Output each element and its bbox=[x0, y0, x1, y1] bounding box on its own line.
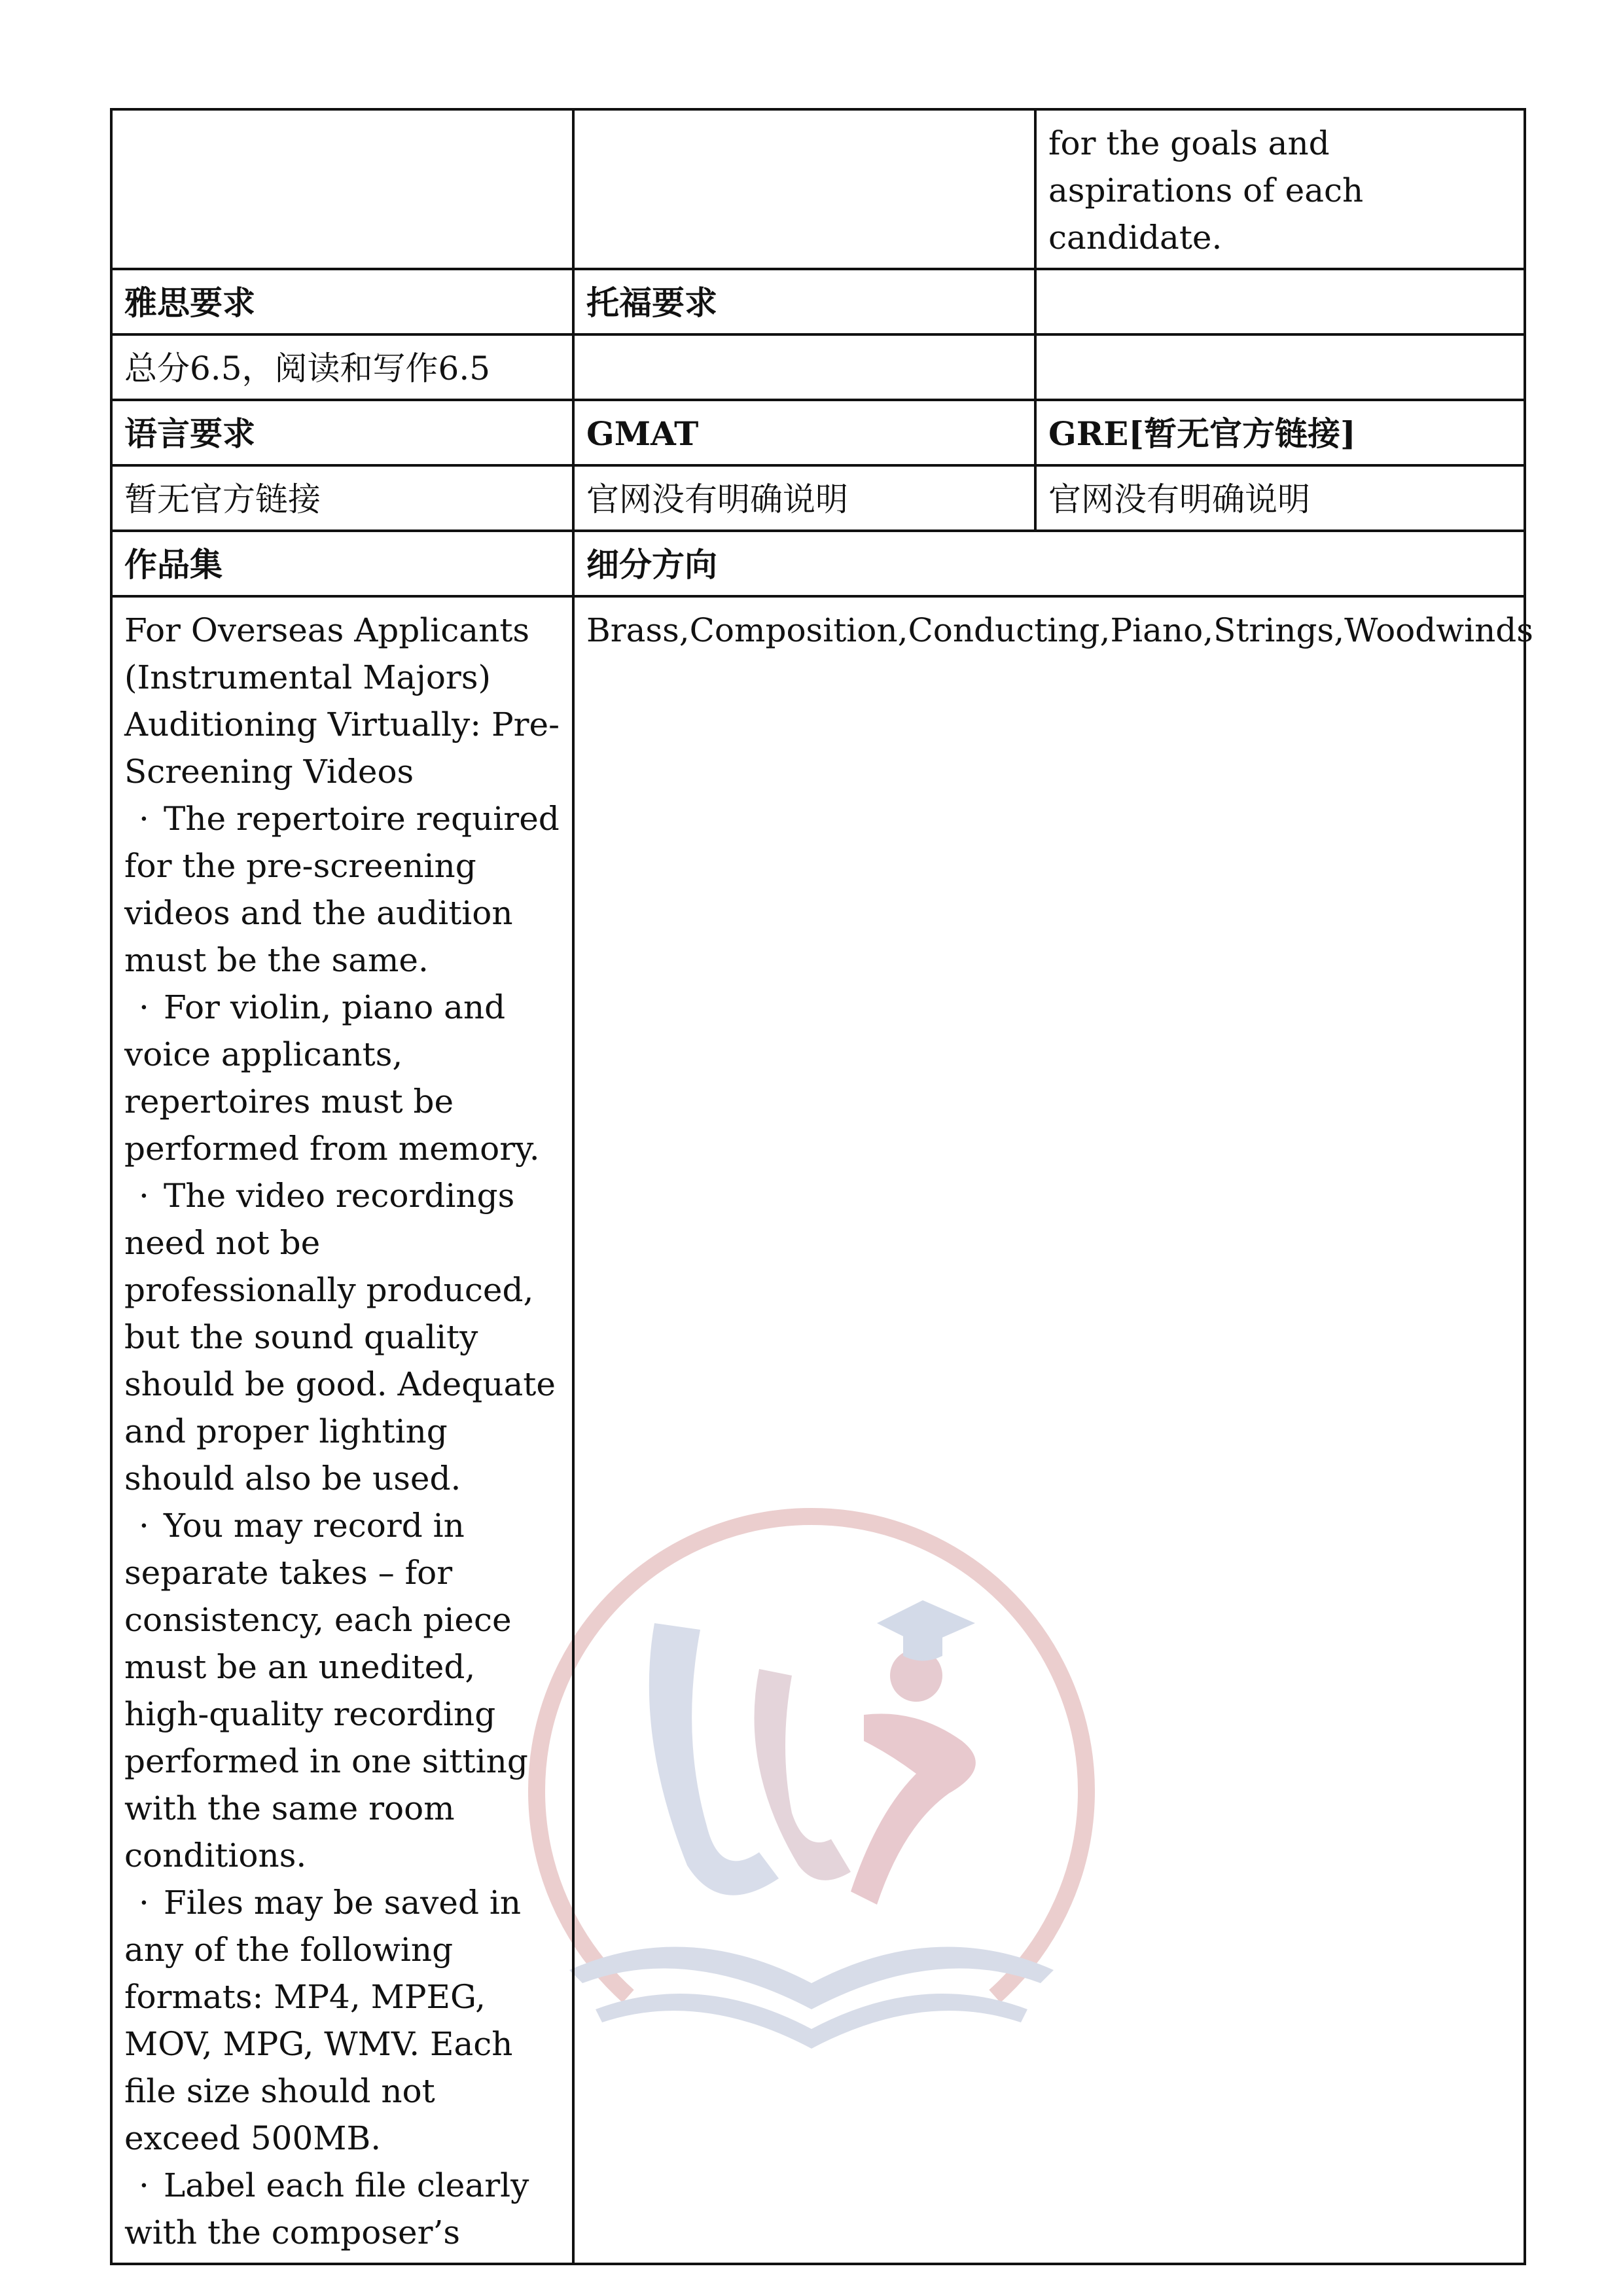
bullet-dot: · bbox=[139, 1507, 149, 1545]
portfolio-bullet bbox=[124, 2162, 560, 2256]
portfolio-bullet bbox=[124, 1172, 560, 1502]
table-row bbox=[111, 596, 1525, 2264]
portfolio-intro: For Overseas Applicants (Instrumental Majors) Auditioning Virtually: Pre-Screening Videos bbox=[124, 611, 560, 791]
table-row bbox=[111, 334, 1525, 400]
bullet-dot: · bbox=[139, 1177, 149, 1215]
portfolio-bullet bbox=[124, 1502, 560, 1879]
portfolio-bullet bbox=[124, 1879, 560, 2162]
empty-cell bbox=[573, 109, 1035, 269]
bullet-dot: · bbox=[139, 2166, 149, 2204]
goals-text: for the goals and aspirations of each candidate. bbox=[1035, 109, 1525, 269]
bullet-text: You may record in separate takes – for consistency, each piece must be an unedited, high-quality recording performed in one sitting with the same room conditions. bbox=[124, 1507, 528, 1874]
ielts-header: 雅思要求 bbox=[111, 269, 573, 334]
language-value: 暂无官方链接 bbox=[111, 465, 573, 531]
portfolio-header: 作品集 bbox=[111, 531, 573, 596]
empty-cell bbox=[1035, 334, 1525, 400]
portfolio-bullet-list bbox=[124, 795, 560, 2256]
bullet-text: Label each file clearly with the composer’s bbox=[124, 2166, 529, 2251]
table-row bbox=[111, 531, 1525, 596]
toefl-header: 托福要求 bbox=[573, 269, 1035, 334]
table-row bbox=[111, 269, 1525, 334]
gmat-header: GMAT bbox=[573, 400, 1035, 465]
gmat-value: 官网没有明确说明 bbox=[573, 465, 1035, 531]
portfolio-cell bbox=[111, 596, 573, 2264]
table-row bbox=[111, 109, 1525, 269]
empty-cell bbox=[573, 334, 1035, 400]
bullet-dot: · bbox=[139, 1884, 149, 1922]
empty-cell bbox=[111, 109, 573, 269]
ielts-value: 总分6.5，阅读和写作6.5 bbox=[111, 334, 573, 400]
direction-value: Brass,Composition,Conducting,Piano,Strings,Woodwinds bbox=[573, 596, 1525, 2264]
direction-header: 细分方向 bbox=[573, 531, 1525, 596]
gre-header: GRE[暂无官方链接] bbox=[1035, 400, 1525, 465]
table-row bbox=[111, 465, 1525, 531]
portfolio-bullet bbox=[124, 984, 560, 1172]
bullet-text: The repertoire required for the pre-screening videos and the audition must be the same. bbox=[124, 800, 560, 979]
bullet-dot: · bbox=[139, 800, 149, 838]
portfolio-bullet bbox=[124, 795, 560, 984]
program-requirements-table bbox=[110, 108, 1533, 2265]
table-row bbox=[111, 400, 1525, 465]
bullet-text: Files may be saved in any of the following formats: MP4, MPEG, MOV, MPG, WMV. Each file size should not exceed 500MB. bbox=[124, 1884, 522, 2157]
language-header: 语言要求 bbox=[111, 400, 573, 465]
bullet-text: The video recordings need not be professionally produced, but the sound quality should be good. Adequate and proper lighting should also be used. bbox=[124, 1177, 556, 1498]
empty-cell bbox=[1035, 269, 1525, 334]
gre-value: 官网没有明确说明 bbox=[1035, 465, 1525, 531]
bullet-dot: · bbox=[139, 988, 149, 1026]
bullet-text: For violin, piano and voice applicants, repertoires must be performed from memory. bbox=[124, 988, 540, 1168]
